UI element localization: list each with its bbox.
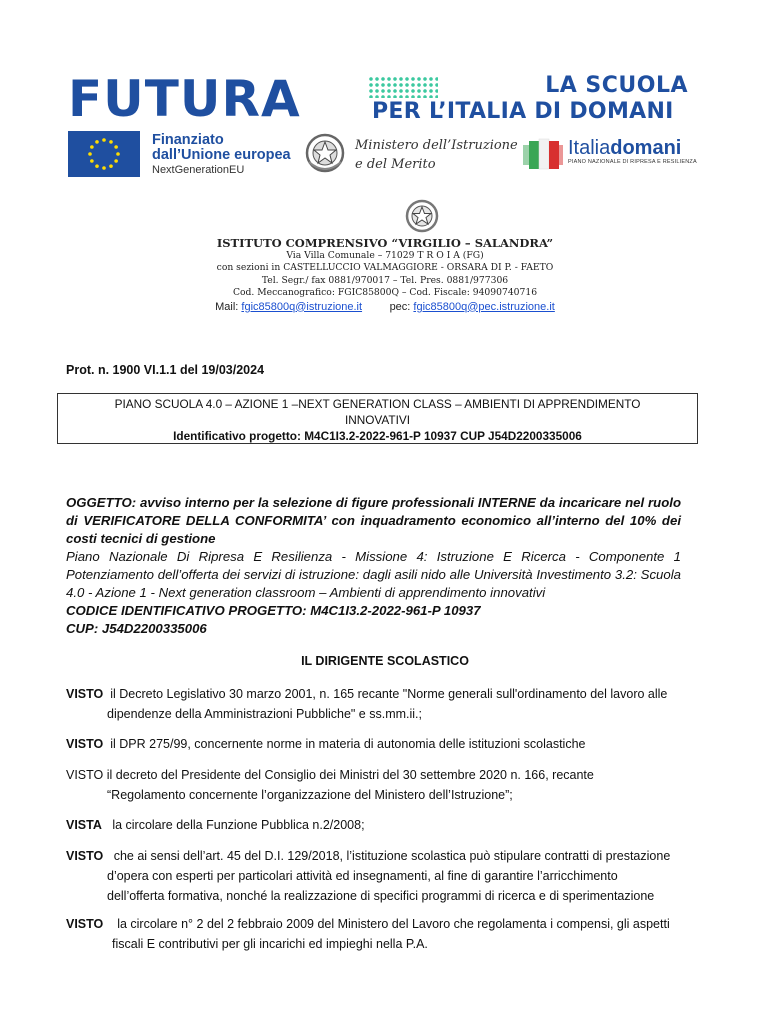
eu-star-icon [90, 145, 94, 149]
visto-key: VISTO [66, 768, 104, 782]
eu-star-icon [90, 159, 94, 163]
visto-item [66, 846, 698, 906]
mail-link[interactable]: fgic85800q@istruzione.it [241, 300, 363, 313]
visto-key: VISTA [66, 818, 102, 832]
dots-pattern-icon [368, 76, 438, 98]
eu-star-icon [109, 164, 113, 168]
visto-text: la circolare della Funzione Pubblica n.2/2008; [112, 818, 365, 832]
eu-star-icon [114, 159, 118, 163]
eu-line3: NextGenerationEU [152, 164, 245, 176]
eu-funding-text [152, 133, 291, 178]
eu-star-icon [88, 152, 92, 156]
visto-text: il Decreto Legislativo 30 marzo 2001, n. 165 recante "Norme generali sull'ordinamento del lavoro alle [110, 687, 668, 701]
school-contacts [0, 300, 770, 314]
italiadomani-a: Italia [568, 137, 611, 159]
ministero-text [355, 136, 518, 174]
ministero-line1: Ministero dell’Istruzione [355, 138, 518, 153]
scuola-line2: PER L’ITALIA DI DOMANI [372, 99, 674, 124]
italian-emblem-icon [304, 130, 346, 176]
eu-star-icon [109, 140, 113, 144]
mail-label: Mail: [215, 300, 242, 313]
school-phone: Tel. Segr./ fax 0881/970017 – Tel. Pres. 0881/977306 [261, 274, 509, 286]
school-address: Via Villa Comunale – 71029 T R O I A (FG) [286, 250, 484, 261]
ministero-line2: e del Merito [355, 157, 436, 172]
visto-item [66, 684, 698, 724]
eu-star-icon [102, 166, 106, 170]
pec-label: pec: [389, 300, 414, 313]
futura-logo: FUTURA [68, 70, 301, 128]
republic-emblem-icon [404, 197, 440, 235]
scuola-line1: LA SCUOLA [545, 73, 688, 98]
pec-link[interactable]: fgic85800q@pec.istruzione.it [413, 300, 555, 313]
visto-text: dell’offerta formativa, nonché la realizzazione di specifici programmi di ricerca e di sperimentazione [107, 889, 655, 903]
visto-text: d’opera con esperti per particolari attività ed insegnamenti, al fine di garantire l’arricchimento [107, 869, 618, 883]
visto-item [66, 914, 698, 954]
visto-item [66, 815, 698, 835]
subject-block [66, 494, 681, 638]
visto-text: che ai sensi dell’art. 45 del D.I. 129/2018, l’istituzione scolastica può stipulare contratti di prestazione [113, 849, 671, 863]
eu-flag-icon [68, 131, 140, 177]
eu-star-icon [95, 140, 99, 144]
italiadomani-logo [568, 137, 697, 165]
eu-line1: Finanziato [152, 132, 224, 148]
eu-star-icon [95, 164, 99, 168]
subject-codice: CODICE IDENTIFICATIVO PROGETTO: M4C1I3.2-2022-961-P 10937 [66, 603, 481, 618]
visto-text: il decreto del Presidente del Consiglio dei Ministri del 30 settembre 2020 n. 166, recante [106, 768, 594, 782]
school-sections: con sezioni in CASTELLUCCIO VALMAGGIORE - ORSARA DI P. - FAETO [216, 262, 554, 274]
subject-cup: CUP: J54D2200335006 [66, 621, 207, 636]
visto-text: fiscali E contributivi per gli incarichi ed impieghi nella P.A. [112, 937, 428, 951]
eu-star-icon [116, 152, 120, 156]
project-box [57, 393, 698, 444]
visto-text: dipendenze della Amministrazioni Pubbliche" e ss.mm.ii.; [107, 707, 423, 721]
box-line2: INNOVATIVI [344, 413, 411, 427]
eu-line2: dall’Unione europea [152, 147, 291, 163]
subject-title: OGGETTO: avviso interno per la selezione di figure professionali INTERNE da incaricare nel ruolo di VERIFICATORE DELLA CONFORMITA’ con inquadramento economico all’interno del 10% dei costi tecnici di gestione [66, 495, 681, 546]
visto-key: VISTO [66, 737, 104, 751]
subject-pnrr: Piano Nazionale Di Ripresa E Resilienza - Missione 4: Istruzione E Ricerca - Componente 1 Potenziamento dell’offerta dei servizi di istruzione: dagli asili nido alle Università Investimento 3.2: Scuola 4.0 - Azione 1 - Next generation classroom – Ambienti di apprendimento innovativi [66, 549, 681, 600]
protocol-number: Prot. n. 1900 VI.1.1 del 19/03/2024 [66, 363, 265, 377]
italiadomani-flag-icon [523, 135, 563, 173]
dirigente-heading: IL DIRIGENTE SCOLASTICO [301, 654, 469, 668]
visto-item [66, 765, 698, 805]
italiadomani-b: domani [610, 137, 682, 159]
visto-text: il DPR 275/99, concernente norme in materia di autonomia delle istituzioni scolastiche [110, 737, 586, 751]
visto-text: la circolare n° 2 del 2 febbraio 2009 del Ministero del Lavoro che regolamenta i compensi, gli aspetti [117, 917, 670, 931]
eu-star-icon [114, 145, 118, 149]
school-header [0, 236, 770, 314]
visto-key: VISTO [66, 917, 104, 931]
visto-key: VISTO [66, 849, 104, 863]
scuola-logo [368, 74, 694, 126]
box-line1: PIANO SCUOLA 4.0 – AZIONE 1 –NEXT GENERATION CLASS – AMBIENTI DI APPRENDIMENTO [114, 397, 641, 411]
visto-text: “Regolamento concernente l’organizzazione del Ministero dell’Istruzione”; [107, 788, 513, 802]
school-name: ISTITUTO COMPRENSIVO “VIRGILIO – SALANDRA” [216, 236, 554, 250]
school-codes: Cod. Meccanografico: FGIC85800Q – Cod. Fiscale: 94090740716 [232, 287, 538, 299]
visto-key: VISTO [66, 687, 104, 701]
italiadomani-sub: PIANO NAZIONALE DI RIPRESA E RESILIENZA [568, 159, 697, 165]
eu-star-icon [102, 138, 106, 142]
box-line3: Identificativo progetto: M4C1I3.2-2022-961-P 10937 CUP J54D2200335006 [173, 429, 582, 443]
visto-item [66, 734, 698, 754]
